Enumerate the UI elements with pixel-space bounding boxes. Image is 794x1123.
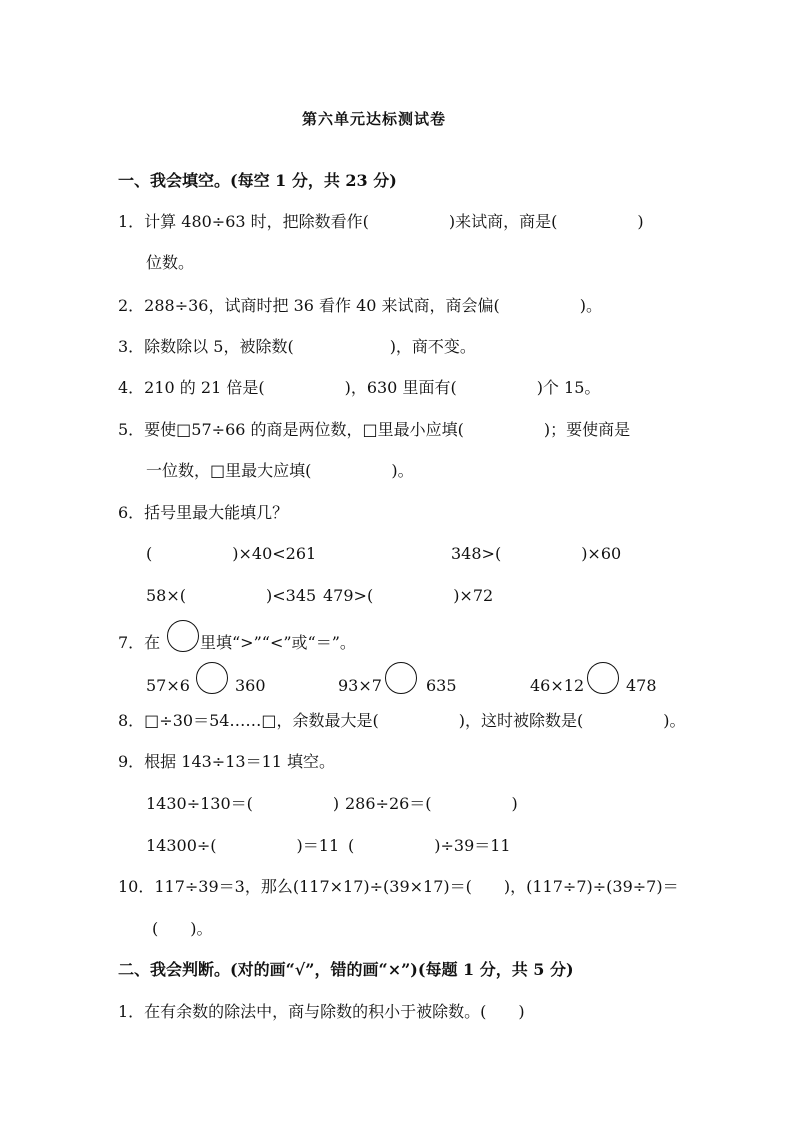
question-4: 4．210 的 21 倍是( )，630 里面有( )个 15。 xyxy=(118,378,601,397)
question-7-item-2-left: 93×7 xyxy=(338,676,382,695)
answer-circle-3[interactable] xyxy=(587,662,619,694)
section1-heading: 一、我会填空。(每空 1 分，共 23 分) xyxy=(118,171,397,190)
section2-heading: 二、我会判断。(对的画“√”，错的画“×”)(每题 1 分，共 5 分) xyxy=(118,960,574,979)
page-title: 第六单元达标测试卷 xyxy=(302,110,447,128)
section2-question-1: 1．在有余数的除法中，商与除数的积小于被除数。( ) xyxy=(118,1002,525,1021)
question-6-a: ( )×40<261 xyxy=(146,544,317,563)
question-5-line1: 5．要使□57÷66 的商是两位数，□里最小应填( )；要使商是 xyxy=(118,420,631,439)
question-5-line2: 一位数，□里最大应填( )。 xyxy=(146,461,414,480)
question-9-b: 286÷26＝( ) xyxy=(345,794,518,813)
question-1-line1: 1．计算 480÷63 时，把除数看作( )来试商，商是( ) xyxy=(118,212,644,231)
question-7-item-1-left: 57×6 xyxy=(146,676,190,695)
question-7-stem-pre: 7．在 xyxy=(118,633,161,652)
question-7-item-3-right: 478 xyxy=(626,676,657,695)
question-1-line2: 位数。 xyxy=(146,253,195,272)
question-6-b: 348>( )×60 xyxy=(451,544,622,563)
question-9-c: 14300÷( )＝11 xyxy=(146,836,340,855)
question-6-stem: 6．括号里最大能填几？ xyxy=(118,503,289,522)
question-6-c: 58×( )<345 xyxy=(146,586,317,605)
question-9-d: ( )÷39＝11 xyxy=(348,836,511,855)
question-7-item-3-left: 46×12 xyxy=(530,676,585,695)
question-7-stem-post: 里填“>”“<”或“＝”。 xyxy=(200,633,356,652)
question-8: 8．□÷30＝54……□，余数最大是( )，这时被除数是( )。 xyxy=(118,711,686,730)
question-10-line1: 10．117÷39＝3，那么(117×17)÷(39×17)＝( )，(117÷7)÷(39÷7)＝ xyxy=(118,877,679,896)
answer-circle-1[interactable] xyxy=(196,662,228,694)
answer-circle-2[interactable] xyxy=(385,662,417,694)
question-3: 3．除数除以 5，被除数( )，商不变。 xyxy=(118,337,476,356)
question-10-line2: ( )。 xyxy=(152,919,213,938)
question-9-a: 1430÷130＝( ) xyxy=(146,794,340,813)
question-9-stem: 9．根据 143÷13＝11 填空。 xyxy=(118,752,336,771)
question-7-item-1-right: 360 xyxy=(235,676,266,695)
question-7-item-2-right: 635 xyxy=(426,676,457,695)
compare-circle-icon xyxy=(167,620,199,652)
question-2: 2．288÷36，试商时把 36 看作 40 来试商，商会偏( )。 xyxy=(118,296,603,315)
question-6-d: 479>( )×72 xyxy=(323,586,494,605)
